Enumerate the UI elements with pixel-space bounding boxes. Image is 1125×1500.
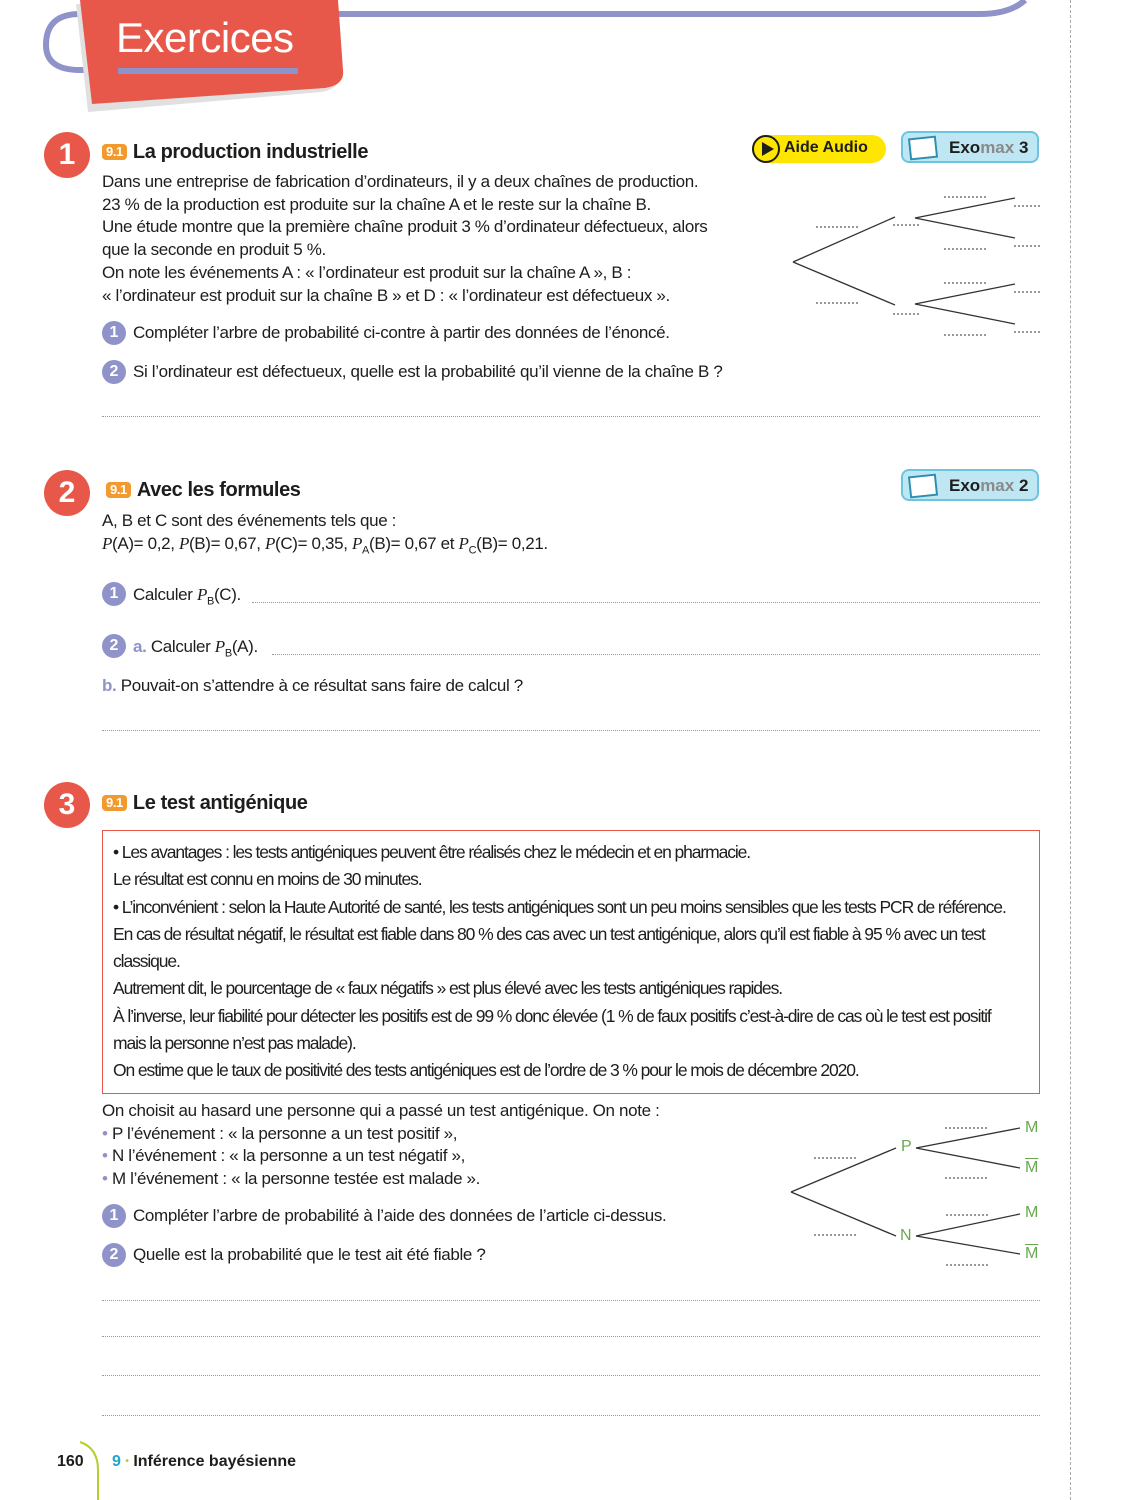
question-text: Si l’ordinateur est défectueux, quelle est la probabilité qu’il vienne de la chaîne B ? bbox=[133, 362, 723, 381]
answer-line[interactable] bbox=[102, 1375, 1040, 1376]
formula: P(A)= 0,2, P(B)= 0,67, P(C)= 0,35, $P_A(B)= 0,67$ et $P_C(B)= 0,21$. bbox=[102, 534, 548, 557]
node-label: M bbox=[1025, 1204, 1039, 1221]
margin-divider bbox=[1070, 0, 1071, 1500]
node-label: M bbox=[1025, 1119, 1039, 1136]
answer-blank[interactable] bbox=[816, 226, 858, 228]
page-title: Exercices bbox=[116, 14, 294, 61]
question-text: a. Calculer $P_B(A)$. bbox=[133, 637, 258, 660]
question-number: 2 bbox=[102, 360, 126, 384]
answer-line[interactable] bbox=[102, 416, 1040, 417]
answer-blank[interactable] bbox=[1014, 291, 1040, 293]
answer-line[interactable] bbox=[102, 1336, 1040, 1337]
probability-tree-1 bbox=[780, 180, 1040, 350]
answer-blank[interactable] bbox=[944, 248, 986, 250]
exercise-number: 1 bbox=[44, 132, 90, 178]
answer-blank[interactable] bbox=[816, 302, 858, 304]
answer-blank[interactable] bbox=[1014, 245, 1040, 247]
answer-blank[interactable] bbox=[944, 196, 986, 198]
question-number: 1 bbox=[102, 1204, 126, 1228]
page-number: 160 bbox=[57, 1453, 84, 1470]
article-box: • Les avantages : les tests antigéniques peuvent être réalisés chez le médecin et en pharmacie. Le résultat est connu en moins de 30 minutes. • L’inconvénient : selon la Haute Autorité de santé, les tests antigéniques sont un peu moins sensibles que les tests PCR de référence. En cas de résultat négatif, le résultat est fiable dans 80 % des cas avec un test antigénique, alors qu’il est fiable à 95 % avec un test classique. Autrement dit, le pourcentage de « faux négatifs » est plus élevé avec les tests antigéniques rapides. À l’inverse, leur fiabilité pour détecter les positifs est de 99 % donc élevée (1 % de faux positifs c’est-à-dire de cas où le test est positif mais la personne n’est pas malade). On estime que le taux de positivité des tests antigéniques est de l’ordre de 3 % pour le mois de décembre 2020. bbox=[102, 830, 1040, 1094]
answer-blank[interactable] bbox=[946, 1264, 988, 1266]
node-label: P bbox=[901, 1138, 912, 1155]
answer-blank[interactable] bbox=[1014, 331, 1040, 333]
exercise-title: 9.1 La production industrielle bbox=[102, 141, 368, 164]
answer-blank[interactable] bbox=[814, 1157, 856, 1159]
question-text: b. Pouvait-on s’attendre à ce résultat sans faire de calcul ? bbox=[102, 676, 523, 695]
exomax-button[interactable]: Exomax 3 bbox=[901, 131, 1039, 163]
answer-blank[interactable] bbox=[945, 1127, 987, 1129]
question-text: Quelle est la probabilité que le test ait été fiable ? bbox=[133, 1245, 486, 1264]
question-text: Calculer $P_B(C)$. bbox=[133, 585, 241, 608]
screen-hand-icon bbox=[908, 136, 938, 161]
lesson-badge: 9.1 bbox=[102, 144, 127, 160]
answer-blank[interactable] bbox=[945, 1177, 987, 1179]
exercise-intro: On choisit au hasard une personne qui a passé un test antigénique. On note : • P l’événement : « la personne a un test positif », • N l’événement : « la personne a un test négatif », • M l’événement : « la personne testée est malade ». bbox=[102, 1101, 660, 1189]
lesson-badge: 9.1 bbox=[106, 482, 131, 498]
answer-line[interactable] bbox=[102, 1300, 1040, 1301]
lesson-badge: 9.1 bbox=[102, 795, 127, 811]
question-number: 2 bbox=[102, 1243, 126, 1267]
exercise-title: 9.1 Avec les formules bbox=[106, 479, 301, 502]
answer-blank[interactable] bbox=[814, 1234, 856, 1236]
node-label: $\overline{M}$ bbox=[1025, 1159, 1039, 1176]
screen-hand-icon bbox=[908, 474, 938, 499]
answer-line[interactable] bbox=[102, 1415, 1040, 1416]
node-label: $\overline{M}$ bbox=[1025, 1245, 1039, 1262]
question-number: 1 bbox=[102, 321, 126, 345]
audio-help-button[interactable]: Aide Audio bbox=[752, 135, 886, 163]
exercise-title: 9.1 Le test antigénique bbox=[102, 792, 308, 815]
answer-blank[interactable] bbox=[944, 282, 986, 284]
exercise-intro: A, B et C sont des événements tels que : bbox=[102, 511, 397, 530]
answer-blank[interactable] bbox=[944, 334, 986, 336]
chapter-title: 9 • Inférence bayésienne bbox=[112, 1453, 297, 1470]
exercise-number: 2 bbox=[44, 470, 90, 516]
answer-blank[interactable] bbox=[893, 224, 919, 226]
play-icon bbox=[752, 135, 780, 163]
probability-tree-2 bbox=[780, 1100, 1040, 1280]
answer-blank[interactable] bbox=[1014, 205, 1040, 207]
answer-line[interactable] bbox=[102, 730, 1040, 731]
node-label: N bbox=[900, 1227, 912, 1244]
answer-line[interactable] bbox=[272, 654, 1040, 655]
answer-blank[interactable] bbox=[893, 313, 919, 315]
question-number: 1 bbox=[102, 582, 126, 606]
exercise-statement: Dans une entreprise de fabrication d’ordinateurs, il y a deux chaînes de production. 23 % de la production est produite sur la chaîne A et le reste sur la chaîne B. Une étude montre que la première chaîne produit 3 % d’ordinateur défectueux, alors que la seconde en produit 5 %. On note les événements A : « l’ordinateur est produit sur la chaîne A », B : « l’ordinateur est produit sur la chaîne B » et D : « l’ordinateur est défectueux ». bbox=[102, 172, 708, 305]
answer-line[interactable] bbox=[252, 602, 1040, 603]
question-text: Compléter l’arbre de probabilité à l’aide des données de l’article ci-dessus. bbox=[133, 1206, 667, 1225]
question-number: 2 bbox=[102, 634, 126, 658]
exomax-button[interactable]: Exomax 2 bbox=[901, 469, 1039, 501]
answer-blank[interactable] bbox=[946, 1214, 988, 1216]
exercise-number: 3 bbox=[44, 782, 90, 828]
question-text: Compléter l’arbre de probabilité ci-contre à partir des données de l’énoncé. bbox=[133, 323, 670, 342]
